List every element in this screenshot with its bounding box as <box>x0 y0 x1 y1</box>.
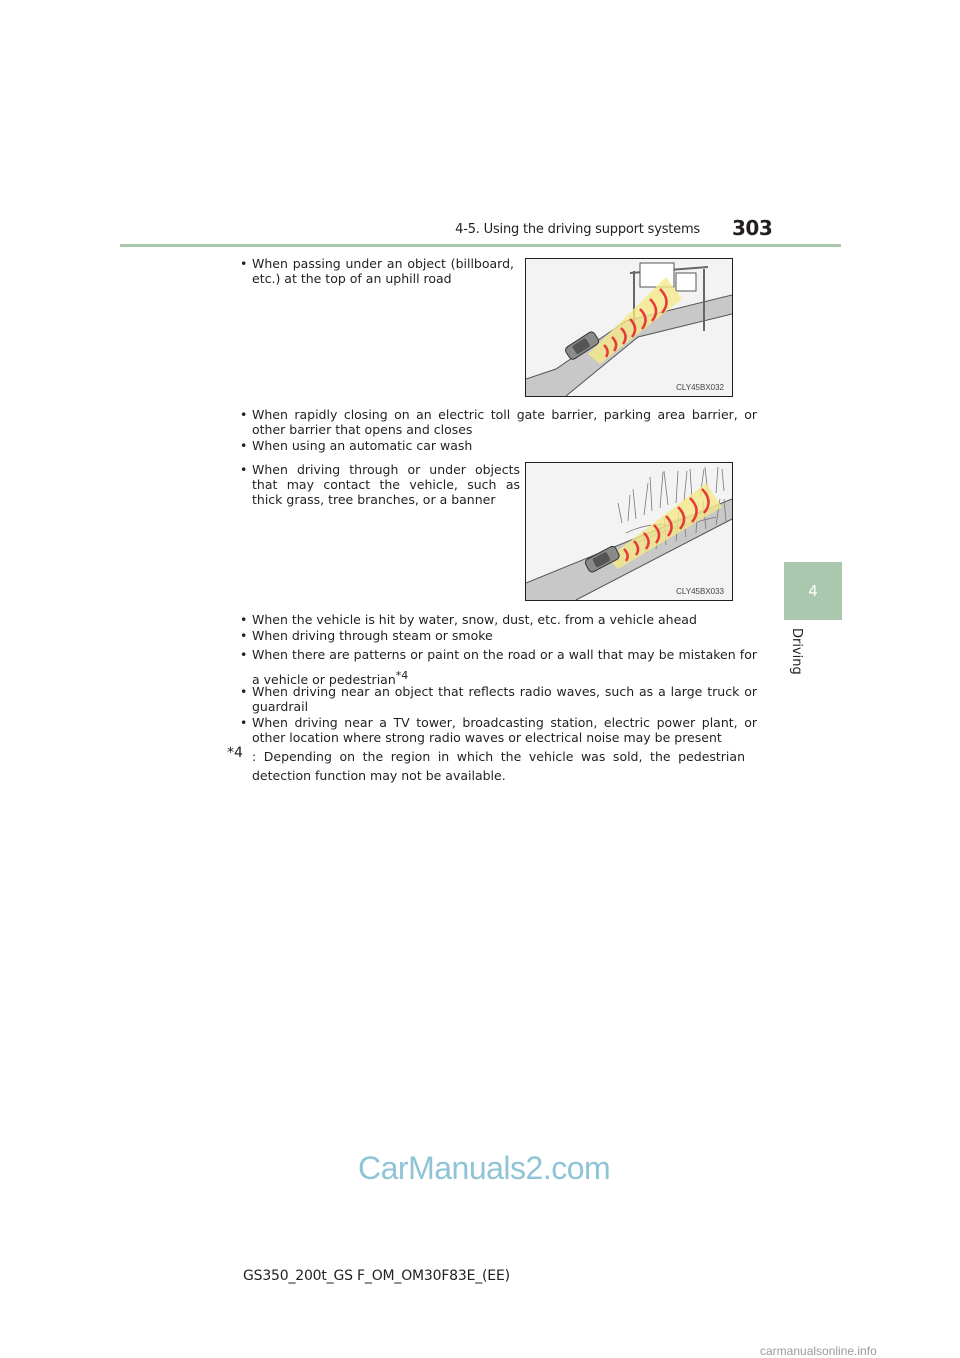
figure-code: CLY45BX033 <box>676 587 724 596</box>
figure-billboard-uphill <box>525 258 733 397</box>
figure-thick-grass <box>525 462 733 601</box>
chapter-label: Driving <box>789 628 804 675</box>
list-item: • When there are patterns or paint on the road or a wall that may be mistaken for a vehicle or pedestrian$^{*4}$ <box>240 647 757 688</box>
footnote-reference[interactable]: *4 <box>395 669 409 682</box>
list-item: • When rapidly closing on an electric toll gate barrier, parking area barrier, or other barrier that opens and closes <box>240 407 757 437</box>
figure-code: CLY45BX032 <box>676 383 724 392</box>
document-code: GS350_200t_GS F_OM_OM30F83E_(EE) <box>243 1268 510 1284</box>
list-item: • When the vehicle is hit by water, snow, dust, etc. from a vehicle ahead <box>240 612 697 627</box>
watermark-text[interactable]: carmanualsonline.info <box>760 1344 877 1358</box>
header-divider <box>120 244 841 247</box>
list-item: • When using an automatic car wash <box>240 438 473 453</box>
list-item: • When driving through steam or smoke <box>240 628 493 643</box>
section-title: 4-5. Using the driving support systems <box>455 222 700 237</box>
chapter-tab[interactable] <box>784 562 842 620</box>
page-number: 303 <box>732 216 773 240</box>
list-item: • When passing under an object (billboard, etc.) at the top of an uphill road <box>240 256 514 286</box>
list-item: • When driving near a TV tower, broadcasting station, electric power plant, or other location where strong radio waves or electrical noise may be present <box>240 715 757 745</box>
footnote-text: : Depending on the region in which the vehicle was sold, the pedestrian detection function may not be available. <box>252 749 745 783</box>
list-item: • When driving near an object that reflects radio waves, such as a large truck or guardrail <box>240 684 757 714</box>
chapter-number: 4 <box>808 582 818 600</box>
footnote <box>227 747 745 785</box>
watermark-logo[interactable]: CarManuals2.com <box>358 1150 611 1186</box>
list-item: • When driving through or under objects that may contact the vehicle, such as thick grass, tree branches, or a banner <box>240 462 520 507</box>
footnote-mark: *4 <box>227 745 243 761</box>
